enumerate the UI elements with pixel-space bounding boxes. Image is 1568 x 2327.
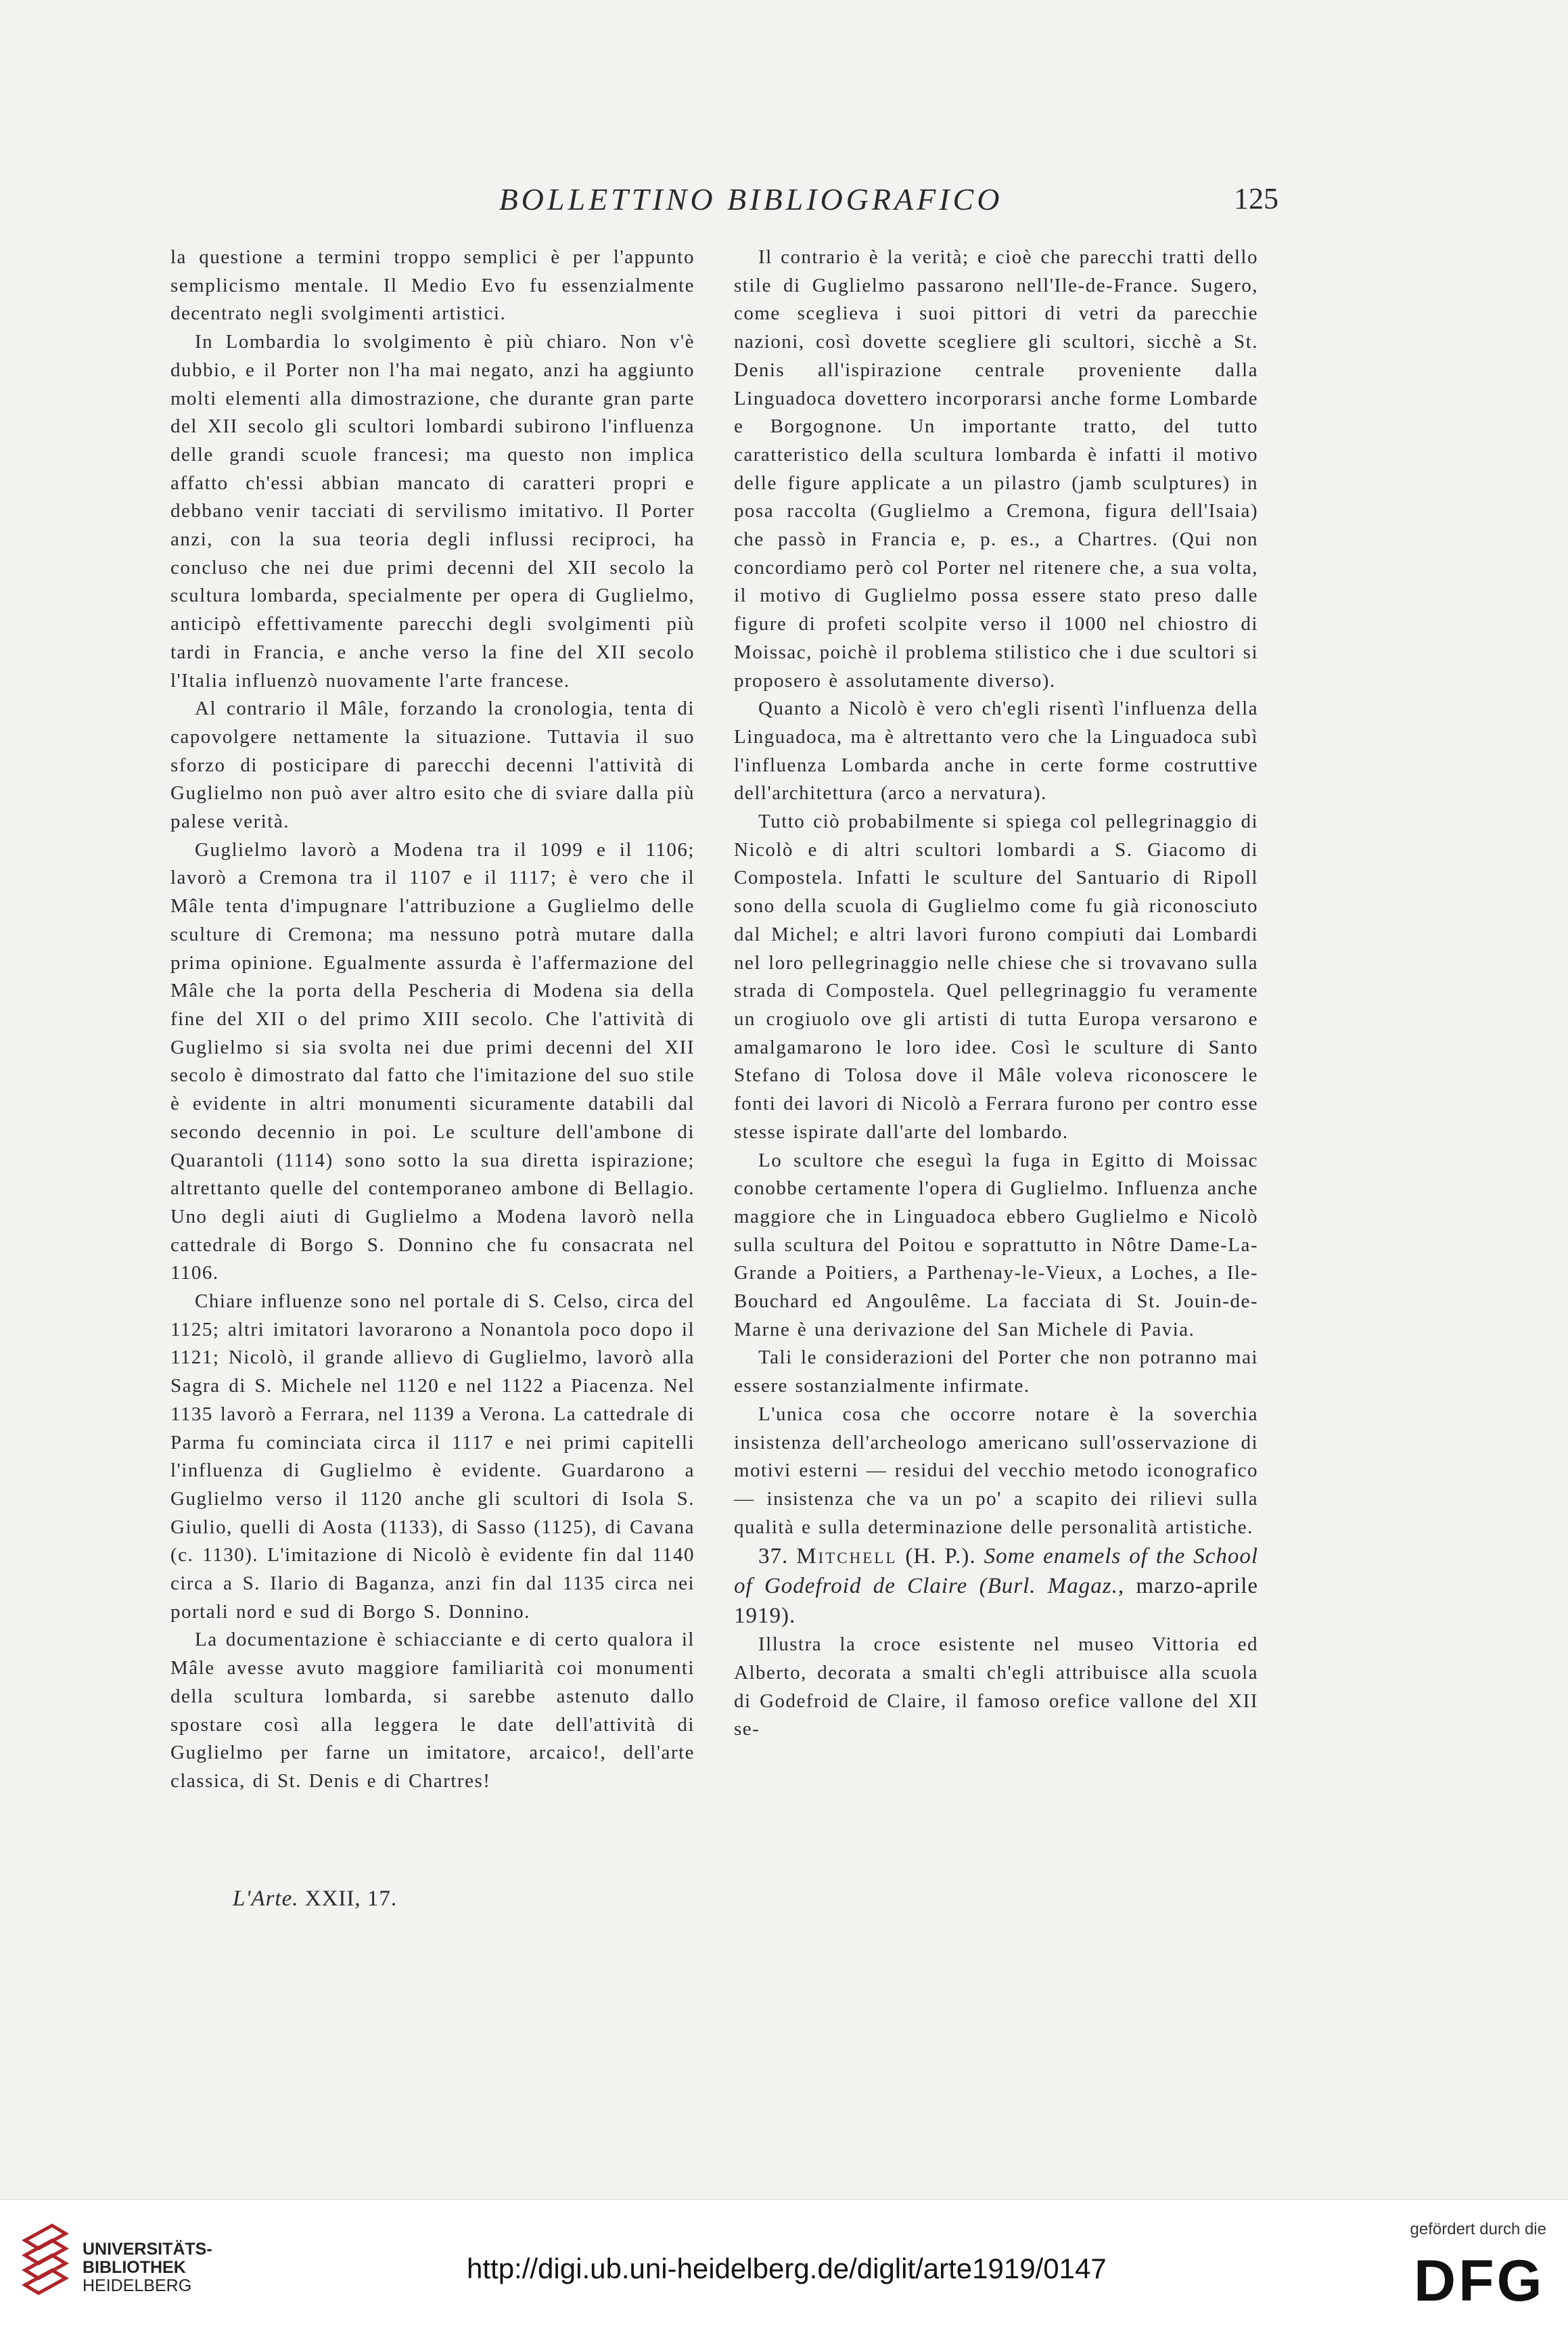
paragraph: la questione a termini troppo semplici è per l'appunto semplicismo mentale. Il Medio Evo fu essenzialmente decentrato negli svolgimenti artistici. — [170, 246, 695, 325]
digitization-footer — [0, 2199, 1568, 2327]
sponsor-text: gefördert durch die — [1410, 2220, 1546, 2238]
left-column — [170, 244, 695, 1796]
paragraph: Al contrario il Mâle, forzando la cronologia, tenta di capovolgere nettamente la situazione. Tuttavia il suo sforzo di posticipare di parecchi decenni l'attività di Guglielmo non può aver altro esito che di sviare dalla più palese verità. — [170, 698, 695, 833]
paragraph: Tali le considerazioni del Porter che non potranno mai essere sostanzialmente infirmate. — [734, 1347, 1258, 1397]
bibliography-entry-heading — [734, 1541, 1258, 1631]
paragraph: La documentazione è schiacciante e di certo qualora il Mâle avesse avuto maggiore familiarità coi monumenti della scultura lombarda, si sarebbe astenuto dallo spostare così alla leggera le date dell'attività di Guglielmo per farne un imitatore, arcaico!, dell'arte classica, di St. Denis e di Chartres! — [170, 1629, 695, 1792]
paragraph: Illustra la croce esistente nel museo Vittoria ed Alberto, decorata a smalti ch'egli attribuisce alla scuola di Godefroid de Claire, il famoso orefice vallone del XII se- — [734, 1633, 1258, 1740]
paragraph: In Lombardia lo svolgimento è più chiaro. Non v'è dubbio, e il Porter non l'ha mai negato, anzi ha aggiunto molti elementi alla dimostrazione, che durante gran parte del XII secolo gli scultori lombardi subirono l'influenza delle grandi scuole francesi; ma questo non implica affatto ch'essi abbian mancato di caratteri propri e debbano venir tacciati di servilismo imitativo. Il Porter anzi, con la sua teoria degli influssi reciproci, ha concluso che nei due primi decenni del XII secolo la scultura lombarda, specialmente per opera di Guglielmo, anticipò effettivamente parecchi degli svolgimenti più tardi in Francia, e anche verso la fine del XII secolo l'Italia influenzò nuovamente l'arte francese. — [170, 331, 695, 692]
library-name — [83, 2240, 212, 2295]
signature-volume: XXII, 17. — [304, 1887, 398, 1911]
dfg-logo: DFG — [1414, 2249, 1545, 2313]
entry-title: Some enamels of the School of Godefroid de Claire — [734, 1544, 1259, 1599]
entry-initials: (H. P.). — [905, 1544, 976, 1569]
entry-number: 37. — [758, 1544, 789, 1569]
entry-date: marzo-aprile 1919). — [734, 1574, 1259, 1629]
entry-source: (Burl. Magaz., — [979, 1574, 1125, 1599]
paragraph: Guglielmo lavorò a Modena tra il 1099 e il 1106; lavorò a Cremona tra il 1107 e il 1117; è vero che il Mâle tenta d'impugnare l'attribuzione a Guglielmo delle sculture di Cremona; ma nessuno potrà mutare dalla prima opinione. Egualmente assurda è l'affermazione del Mâle che la porta della Pescheria di Modena sia della fine del XII o del primo XIII secolo. Che l'attività di Guglielmo si sia svolta nei due primi decenni del XII secolo è dimostrato dal fatto che l'imitazione del suo stile è evidente in altri monumenti sicuramente databili dal secondo decennio in poi. Le sculture dell'ambone di Quarantoli (1114) sono sotto la sua diretta ispirazione; altrettanto quelle del contemporaneo ambone di Bellagio. Uno degli aiuti di Guglielmo a Modena lavorò nella cattedrale di Borgo S. Donnino che fu consacrata nel 1106. — [170, 838, 695, 1284]
paragraph: Chiare influenze sono nel portale di S. Celso, circa del 1125; altri imitatori lavorarono a Nonantola poco dopo il 1121; Nicolò, il grande allievo di Guglielmo, lavorò alla Sagra di S. Michele nel 1120 e nel 1122 a Piacenza. Nel 1135 lavorò a Ferrara, nel 1139 a Verona. La cattedrale di Parma fu cominciata circa il 1117 e nei primi capitelli l'influenza di Guglielmo è evidente. Guardarono a Guglielmo verso il 1120 anche gli scultori di Isola S. Giulio, quelli di Aosta (1133), di Sasso (1125), di Cavana (c. 1130). L'imitazione di Nicolò è evidente fin dal 1140 circa a S. Ilario di Baganza, anzi fin dal 1135 circa nei portali nord e sud di Borgo S. Donnino. — [170, 1290, 695, 1623]
entry-author: Mitchell — [796, 1544, 898, 1569]
library-name-line: HEIDELBERG — [83, 2276, 192, 2295]
sheet-signature — [233, 1887, 397, 1912]
paragraph: Il contrario è la verità; e cioè che parecchi tratti dello stile di Guglielmo passarono nell'Ile-de-France. Sugero, come sceglieva i suoi pittori di vetri da parecchie nazioni, così dovette scegliere gli scultori, sicchè a St. Denis all'ispirazione centrale proveniente dalla Linguadoca dovettero incorporarsi anche forme Lombarde e Borgognone. Un importante tratto, del tutto caratteristico della scultura lombarda è infatti il motivo delle figure applicate a un pilastro (jamb sculptures) in posa raccolta (Guglielmo a Cremona, figura dell'Isaia) che passò in Francia e, p. es., a Chartres. (Qui non concordiamo però col Porter nel ritenere che, a sua volta, il motivo di Guglielmo possa essere stato preso dalle figure di profeti scolpite verso il 1000 nel chiostro di Moissac, poichè il problema stilistico che i due scultori si proposero è assolutamente diverso). — [734, 246, 1258, 692]
source-url-link[interactable]: http://digi.ub.uni-heidelberg.de/diglit/arte1919/0147 — [467, 2253, 1107, 2284]
library-name-line: BIBLIOTHEK — [83, 2258, 186, 2277]
paragraph: L'unica cosa che occorre notare è la soverchia insistenza dell'archeologo americano sull'osservazione di motivi esterni — residui del vecchio metodo iconografico — insistenza che va un po' a scapito dei rilievi sulla qualità e sulla determinazione delle personalità artistiche. — [734, 1403, 1258, 1538]
right-column — [734, 244, 1258, 1744]
paragraph: Lo scultore che eseguì la fuga in Egitto di Moissac conobbe certamente l'opera di Guglielmo. Influenza anche maggiore che in Linguadoca ebbero Guglielmo e Nicolò sulla scultura del Poitou e soprattutto in Nôtre Dame-La-Grande a Poitiers, a Parthenay-le-Vieux, a Loches, a Ile-Bouchard ed Angoulême. La facciata di St. Jouin-de-Marne è una derivazione del San Michele di Pavia. — [734, 1149, 1258, 1340]
signature-journal: L'Arte. — [233, 1887, 299, 1911]
page-header — [223, 181, 1278, 229]
paragraph: Tutto ciò probabilmente si spiega col pellegrinaggio di Nicolò e di altri scultori lombardi a S. Giacomo di Compostela. Infatti le sculture del Santuario di Ripoll sono della scuola di Guglielmo come fu già riconosciuto dal Michel; e altri lavori furono compiuti dai Lombardi nel loro pellegrinaggio nelle chiese che si trovavano sulla strada di Compostela. Quel pellegrinaggio fu veramente un crogiuolo ove gli artisti di tutta Europa versarono e amalgamarono le loro idee. Così le sculture di Santo Stefano di Tolosa dove il Mâle voleva riconoscere le fonti dei lavori di Nicolò a Ferrara furono per contro esse stesse ispirate dall'arte del lombardo. — [734, 811, 1258, 1143]
running-title: BOLLETTINO BIBLIOGRAFICO — [499, 182, 1003, 217]
paragraph: Quanto a Nicolò è vero ch'egli risentì l'influenza della Linguadoca, ma è altrettanto vero che la Linguadoca subì l'influenza Lombarda anche in certe forme costruttive dell'architettura (arco a nervatura). — [734, 698, 1258, 805]
university-library-logo-icon — [15, 2220, 76, 2301]
page-number: 125 — [1234, 182, 1278, 215]
library-name-line: UNIVERSITÄTS- — [83, 2240, 212, 2259]
